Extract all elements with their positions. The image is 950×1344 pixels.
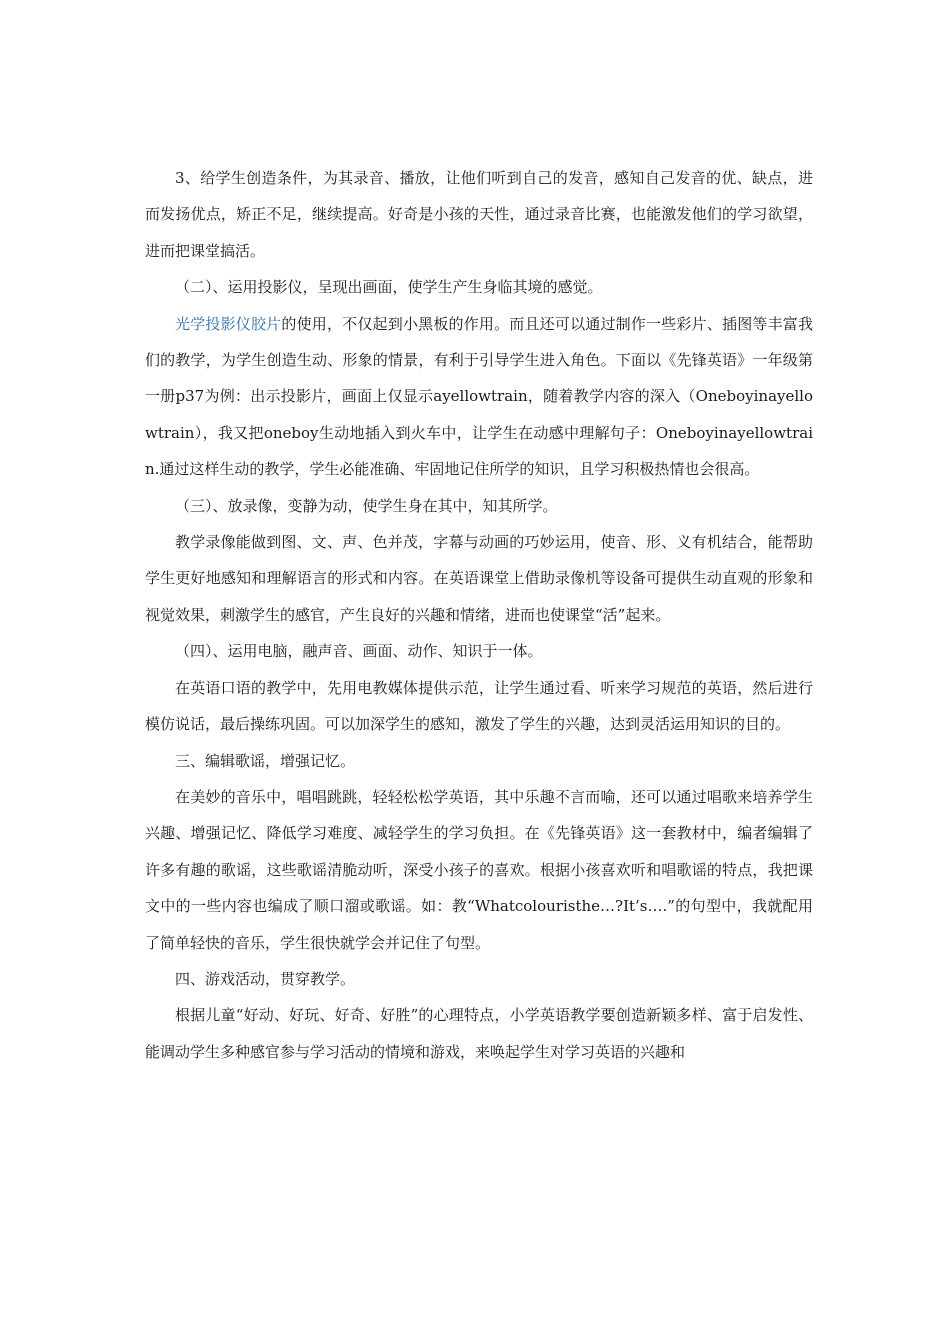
paragraph-video: 教学录像能做到图、文、声、色并茂，字幕与动画的巧妙运用，使音、形、义有机结合，能帮助学生更好地感知和理解语言的形式和内容。在英语课堂上借助录像机等设备可提供生动直观的形象和视觉效果，刺激学生的感官，产生良好的兴趣和情绪，进而也使课堂“活”起来。	[145, 533, 813, 624]
heading-computer: （四）、运用电脑，融声音、画面、动作、知识于一体。	[175, 642, 543, 661]
document-body	[145, 160, 813, 1070]
paragraph-computer: 在英语口语的教学中，先用电教媒体提供示范，让学生通过看、听来学习规范的英语，然后进行模仿说话，最后操练巩固。可以加深学生的感知，激发了学生的兴趣，达到灵活运用知识的目的。	[145, 678, 813, 734]
paragraph-recording: 3、给学生创造条件，为其录音、播放，让他们听到自己的发音，感知自己发音的优、缺点，进而发扬优点，矫正不足，继续提高。好奇是小孩的天性，通过录音比赛，也能激发他们的学习欲望，进而把课堂搞活。	[145, 169, 813, 260]
heading-games: 四、游戏活动，贯穿教学。	[175, 969, 356, 988]
paragraph-songs: 在美妙的音乐中，唱唱跳跳，轻轻松松学英语，其中乐趣不言而喻，还可以通过唱歌来培养学生兴趣、增强记忆、降低学习难度、减轻学生的学习负担。在《先锋英语》这一套教材中，编者编辑了许多有趣的歌谣，这些歌谣清脆动听，深受小孩子的喜欢。根据小孩喜欢听和唱歌谣的特点，我把课文中的一些内容也编成了顺口溜或歌谣。如：教“Whatcolouristhe…?It’s….”的句型中，我就配用了简单轻快的音乐，学生很快就学会并记住了句型。	[145, 787, 813, 952]
paragraph-games: 根据儿童“好动、好玩、好奇、好胜”的心理特点，小学英语教学要创造新颖多样、富于启发性、能调动学生多种感官参与学习活动的情境和游戏，来唤起学生对学习英语的兴趣和	[145, 1006, 813, 1061]
optical-projector-film-link[interactable]: 光学投影仪胶片	[175, 314, 282, 333]
heading-projector: （二）、运用投影仪，呈现出画面，使学生产生身临其境的感觉。	[175, 278, 603, 297]
paragraph-projector-text: 的使用，不仅起到小黑板的作用。而且还可以通过制作一些彩片、插图等丰富我们的教学，为学生创造生动、形象的情景，有利于引导学生进入角色。下面以《先锋英语》一年级第一册p37为例：出示投影片，画面上仅显示ayellowtrain，随着教学内容的深入（Oneboyinayellowtrain），我又把oneboy生动地插入到火车中，让学生在动感中理解句子：Oneboyinayellowtrain.通过这样生动的教学，学生必能准确、牢固地记住所学的知识，且学习积极热情也会很高。	[145, 314, 813, 479]
paragraph-projector	[145, 306, 813, 488]
heading-songs: 三、编辑歌谣，增强记忆。	[175, 751, 356, 770]
heading-video: （三）、放录像，变静为动，使学生身在其中，知其所学。	[175, 496, 558, 515]
